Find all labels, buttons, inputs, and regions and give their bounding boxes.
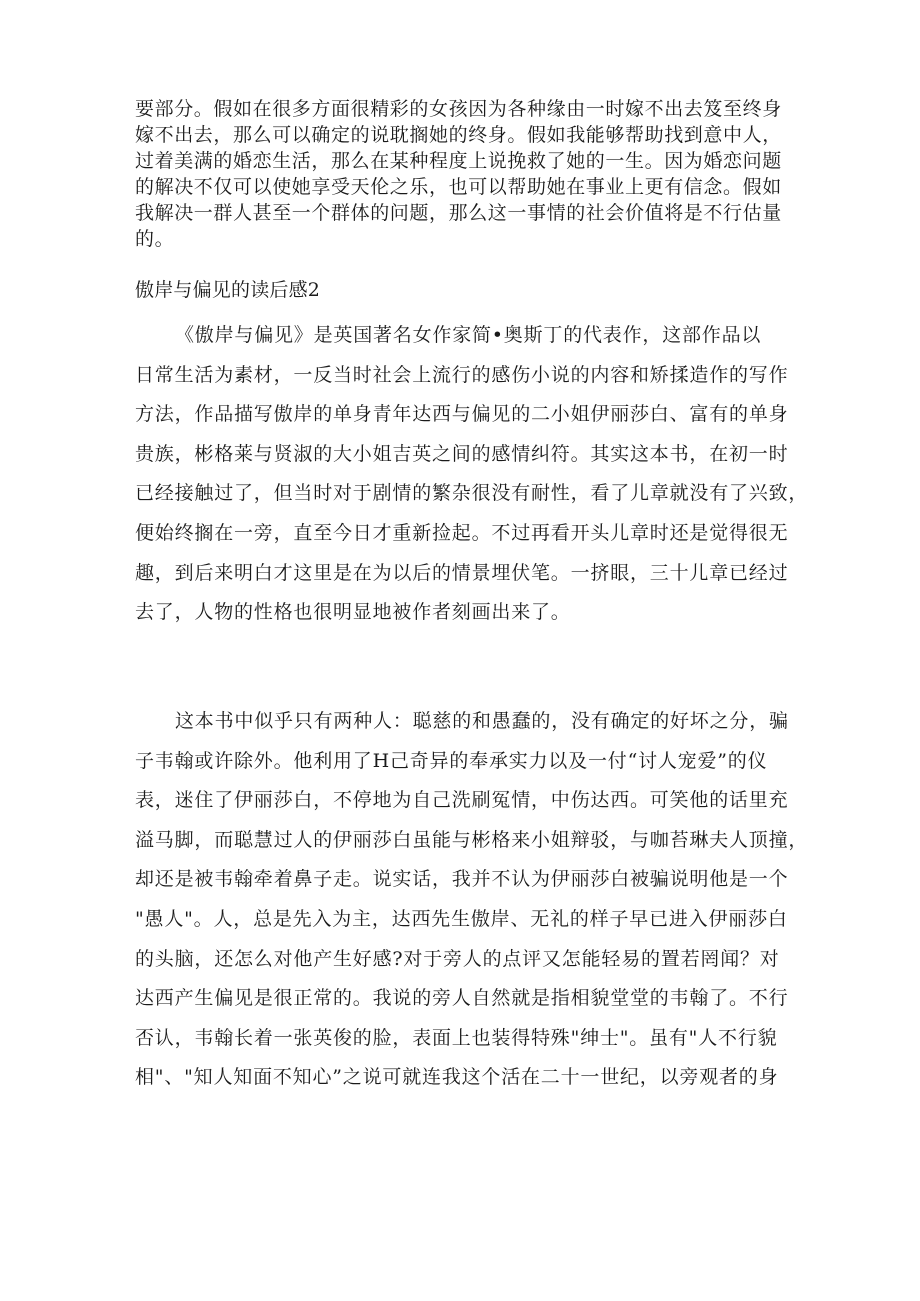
section-title: 傲岸与偏见的读后感2	[135, 279, 321, 301]
text-line: 要部分。假如在很多方面很精彩的女孩因为各种缘由一时嫁不出去笈至终身	[135, 98, 782, 120]
text-line: 去了，人物的性格也很明显地被作者刻画出来了。	[135, 601, 571, 624]
text-line: 《傲岸与偏见》是英国著名女作家简•奥斯丁的代表作，这部作品以	[175, 324, 762, 346]
text-line: 贵族，彬格莱与贤淑的大小姐吉英之间的感情纠符。其实这本书，在初一时	[135, 442, 789, 465]
text-line: 相"、"知人知面不知心”之说可就连我这个活在二十一世纪，以旁观者的身	[135, 1066, 779, 1089]
paragraph-characters	[135, 702, 809, 1098]
text-line: 便始终搁在一旁，直至今日才重新捡起。不过再看开头儿章时还是觉得很无	[135, 521, 789, 544]
text-line: 的解决不仅可以使她享受天伦之乐，也可以帮助她在事业上更有信念。假如	[135, 176, 782, 198]
text-line: 的。	[135, 228, 175, 250]
text-line: 溢马脚，而聪慧过人的伊丽莎白虽能与彬格来小姐辩驳，与咖苔琳夫人顶撞，	[135, 828, 809, 851]
text-line: 已经接触过了，但当时对于剧情的繁杂很没有耐性，看了儿章就没有了兴致，	[135, 482, 809, 505]
text-line: 日常生活为素材，一反当时社会上流行的感伤小说的内容和矫揉造作的写作	[135, 363, 789, 386]
text-line: 否认，韦翰长着一张英俊的脸，表面上也装得特殊"绅士"。虽有"人不行貌	[135, 1026, 778, 1049]
paragraph-intro	[135, 316, 809, 633]
text-line: 表，迷住了伊丽莎白，不停地为自己洗刷冤情，中伤达西。可笑他的话里充	[135, 789, 789, 812]
text-line: 我解决一群人甚至一个群体的问题，那么这一事情的社会价值将是不行估量	[135, 202, 782, 224]
text-line: 过着美满的婚恋生活，那么在某种程度上说挽救了她的一生。因为婚恋问题	[135, 150, 782, 172]
text-line: 的头脑，还怎么对他产生好感?对于旁人的点评又怎能轻易的置若罔闻？对	[135, 947, 780, 970]
text-line: 达西产生偏见是很正常的。我说的旁人自然就是指相貌堂堂的韦翰了。不行	[135, 987, 789, 1010]
text-line: "愚人"。人，总是先入为主，达西先生傲岸、无礼的样子早已进入伊丽莎白	[135, 907, 788, 930]
continuation-paragraph	[135, 96, 795, 252]
text-line: 子韦翰或许除外。他利用了H己奇异的奉承实力以及一付“讨人宠爱”的仪	[135, 749, 768, 772]
text-line: 却还是被韦翰牵着鼻子走。说实话，我并不认为伊丽莎白被骗说明他是一个	[135, 868, 789, 891]
text-line: 这本书中似乎只有两种人：聪慈的和愚蠢的，没有确定的好坏之分，骗	[175, 710, 789, 732]
text-line: 嫁不出去，那么可以确定的说耽搁她的终身。假如我能够帮助找到意中人，	[135, 124, 782, 146]
text-line: 趣，到后来明白才这里是在为以后的情景埋伏笔。一挤眼，三十儿章已经过	[135, 561, 789, 584]
text-line: 方法，作品描写傲岸的单身青年达西与偏见的二小姐伊丽莎白、富有的单身	[135, 403, 789, 426]
